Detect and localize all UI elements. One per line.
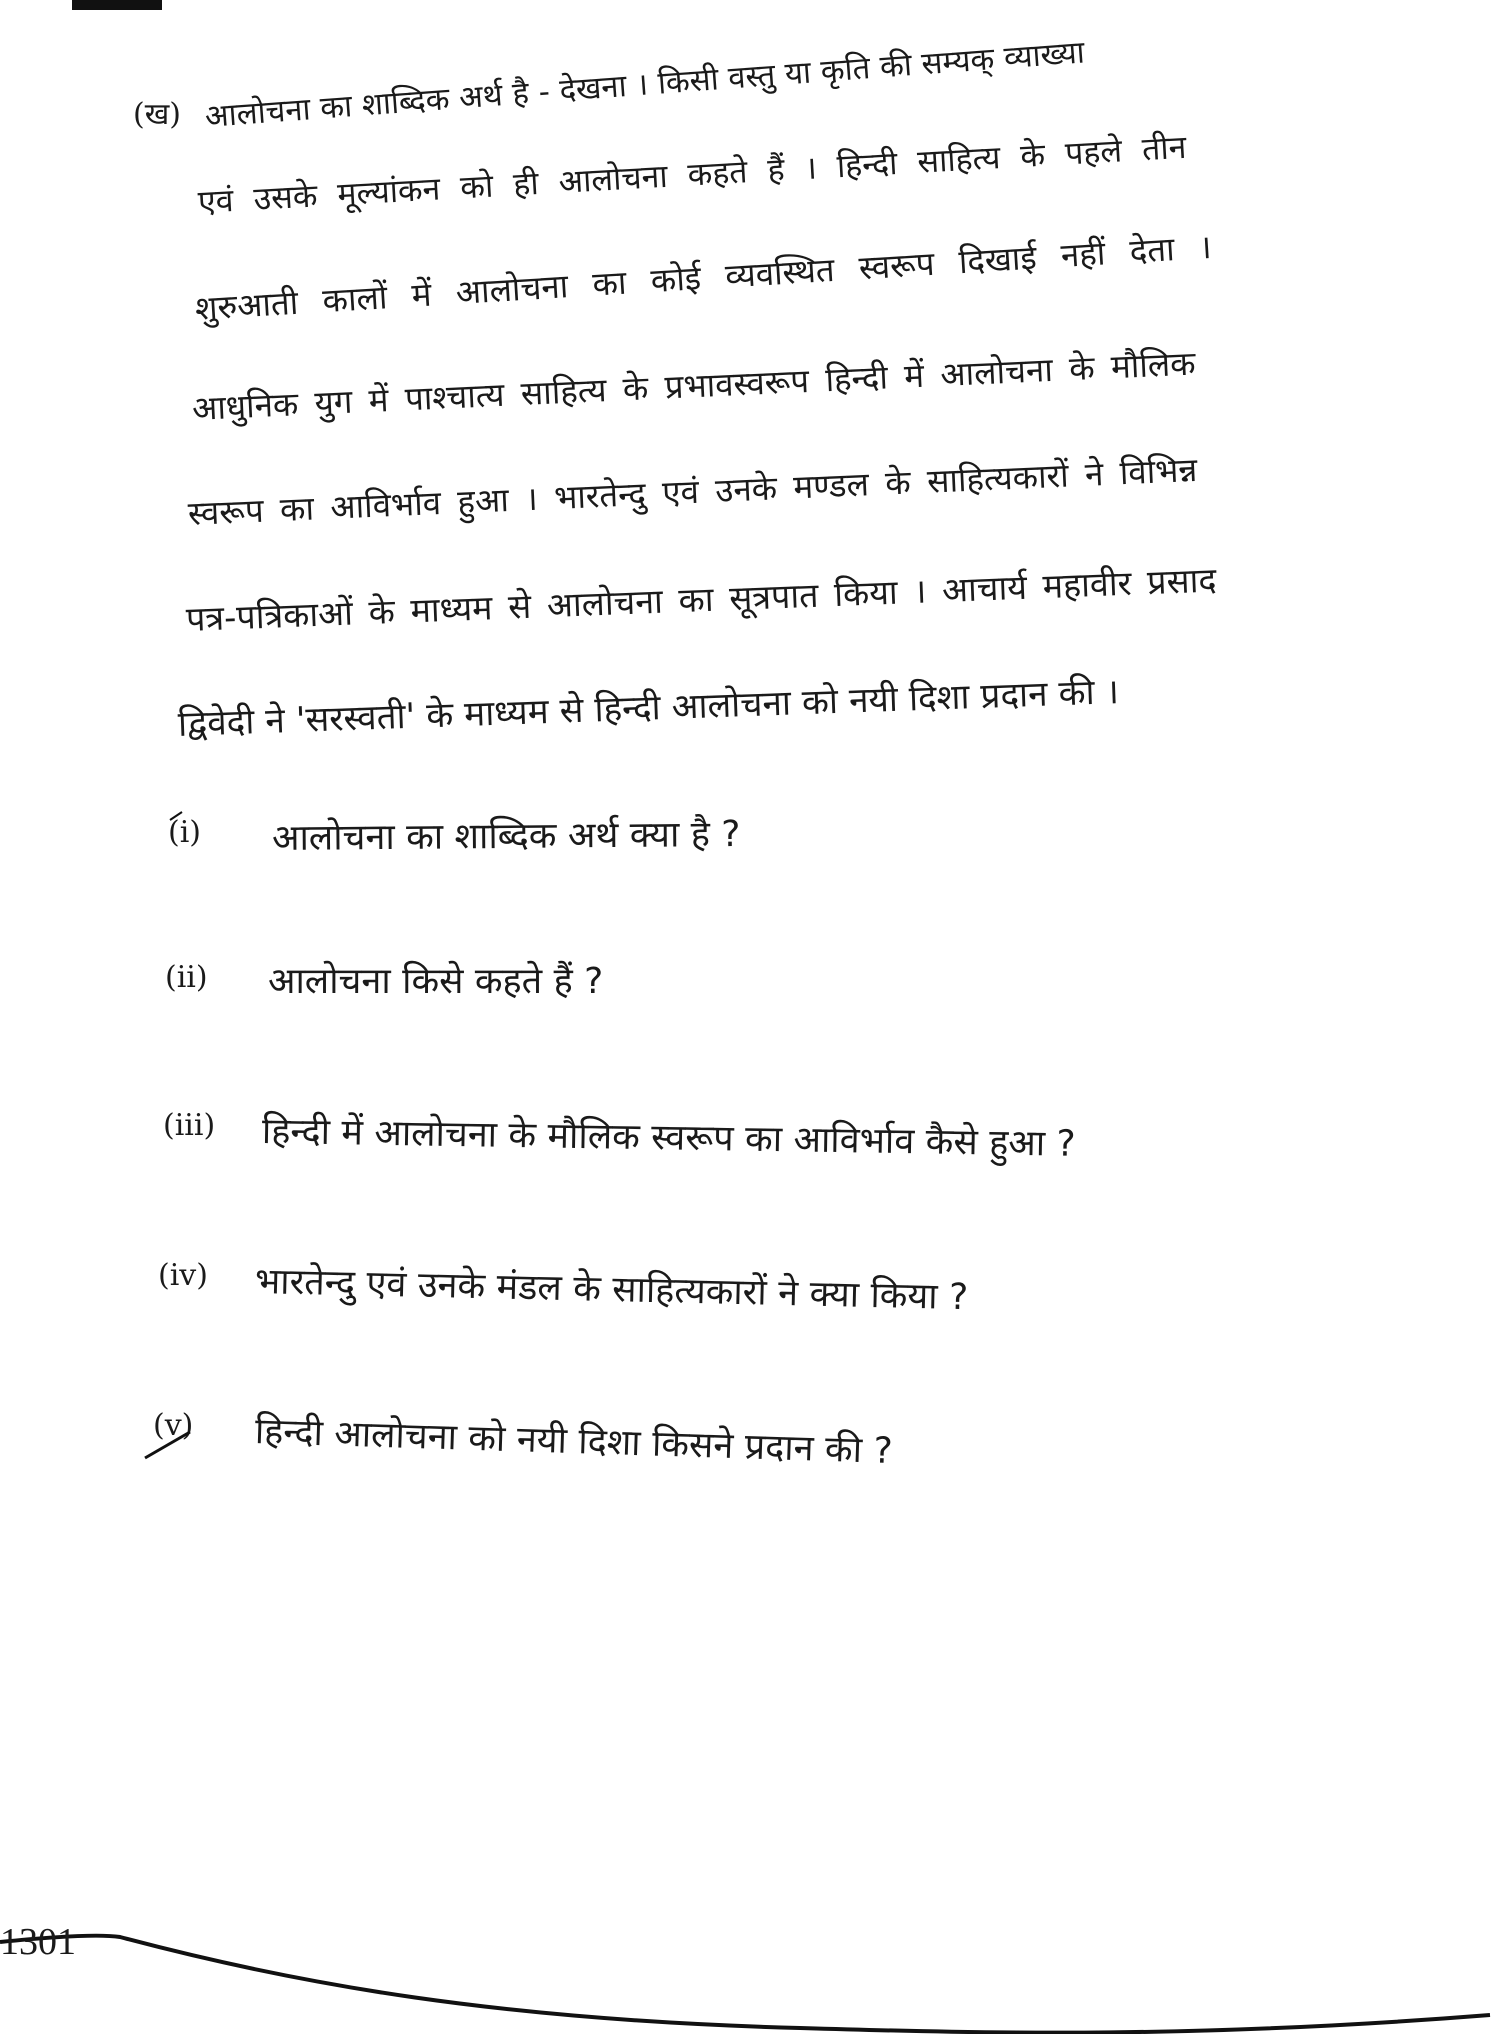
question-text: हिन्दी आलोचना को नयी दिशा किसने प्रदान की ? xyxy=(254,1411,894,1473)
question-text: भारतेन्दु एवं उनके मंडल के साहित्यकारों ने क्या किया ? xyxy=(254,1261,969,1319)
footer-rule xyxy=(0,1936,1490,2033)
passage-line: स्वरूप का आविर्भाव हुआ । भारतेन्दु एवं उनके मण्डल के साहित्यकारों ने विभिन्न xyxy=(187,449,1198,533)
passage-line: पत्र-पत्रिकाओं के माध्यम से आलोचना का सूत्रपात किया । आचार्य महावीर प्रसाद xyxy=(185,560,1218,640)
passage-label: (ख) xyxy=(133,97,181,132)
passage-line: एवं उसके मूल्यांकन को ही आलोचना कहते हैं । हिन्दी साहित्य के पहले तीन xyxy=(196,127,1188,221)
question-text: हिन्दी में आलोचना के मौलिक स्वरूप का आविर्भाव कैसे हुआ ? xyxy=(261,1111,1076,1165)
question-number: (ii) xyxy=(165,960,208,995)
question-text: आलोचना किसे कहते हैं ? xyxy=(268,961,604,1002)
question-number: (i) xyxy=(168,815,202,850)
passage-line: आलोचना का शाब्दिक अर्थ है - देखना । किसी वस्तु या कृति की सम्यक् व्याख्या xyxy=(203,34,1086,135)
question-number: (iii) xyxy=(163,1108,216,1143)
question-number: (iv) xyxy=(158,1258,208,1293)
passage-line: शुरुआती कालों में आलोचना का कोई व्यवस्थित स्वरूप दिखाई नहीं देता । xyxy=(193,226,1213,328)
page-code: 1301 xyxy=(0,1921,76,1963)
question-text: आलोचना का शाब्दिक अर्थ क्या है ? xyxy=(271,813,741,859)
passage-line: आधुनिक युग में पाश्चात्य साहित्य के प्रभावस्वरूप हिन्दी में आलोचना के मौलिक xyxy=(191,343,1197,428)
passage-line: द्विवेदी ने 'सरस्वती' के माध्यम से हिन्दी आलोचना को नयी दिशा प्रदान की । xyxy=(177,672,1120,745)
question-number: (v) xyxy=(153,1408,194,1443)
